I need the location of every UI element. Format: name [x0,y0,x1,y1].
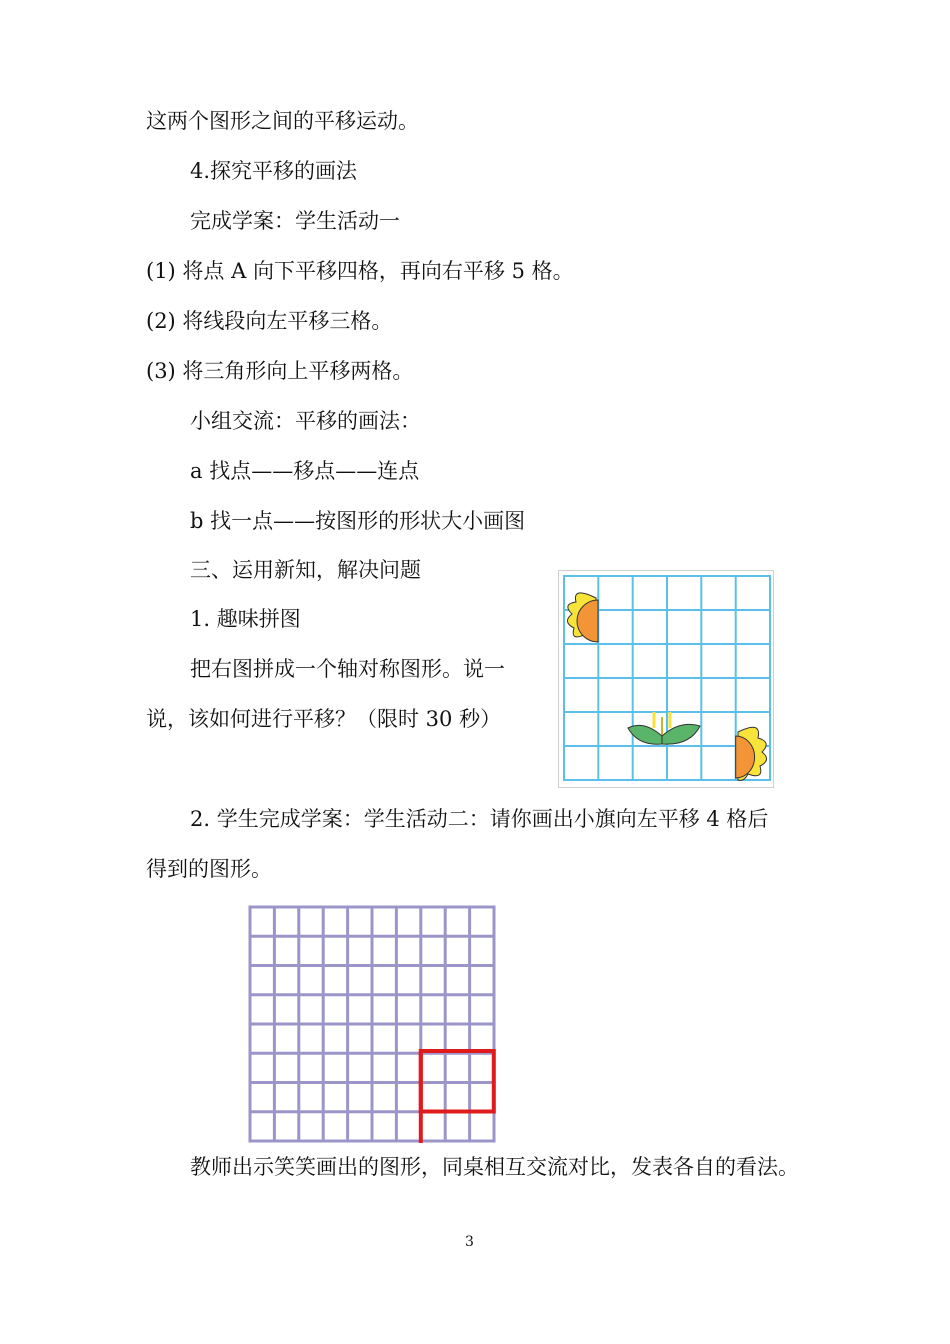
puzzle-figure [558,570,774,788]
page-number: 3 [465,1234,474,1250]
method-a: a 找点——移点——连点 [190,459,420,483]
task-item-1: (1) 将点 A 向下平移四格，再向右平移 5 格。 [146,259,574,283]
puzzle-heading: 1. 趣味拼图 [190,607,301,631]
text-line-14: 2. 学生完成学案：学生活动二：请你画出小旗向左平移 4 格后 [190,807,769,831]
flag-grid-figure [246,903,498,1145]
text-line-16: 教师出示笑笑画出的图形，同桌相互交流对比，发表各自的看法。 [190,1155,799,1179]
text-line-12: 把右图拼成一个轴对称图形。说一 [190,657,505,681]
task-item-3: (3) 将三角形向上平移两格。 [146,359,414,383]
method-b: b 找一点——按图形的形状大小画图 [190,509,526,533]
text-line-1: 这两个图形之间的平移运动。 [146,109,419,133]
text-line-3: 完成学案：学生活动一 [190,209,400,233]
flag-icon [421,1051,494,1143]
flag-grid [250,907,494,1141]
text-line-7: 小组交流：平移的画法： [190,409,421,433]
text-line-15: 得到的图形。 [146,857,272,881]
text-line-13: 说，该如何进行平移？（限时 30 秒） [146,707,502,731]
section-heading-3: 三、运用新知，解决问题 [190,558,421,582]
task-item-2: (2) 将线段向左平移三格。 [146,309,393,333]
heading-explore-translation: 4.探究平移的画法 [190,159,358,183]
